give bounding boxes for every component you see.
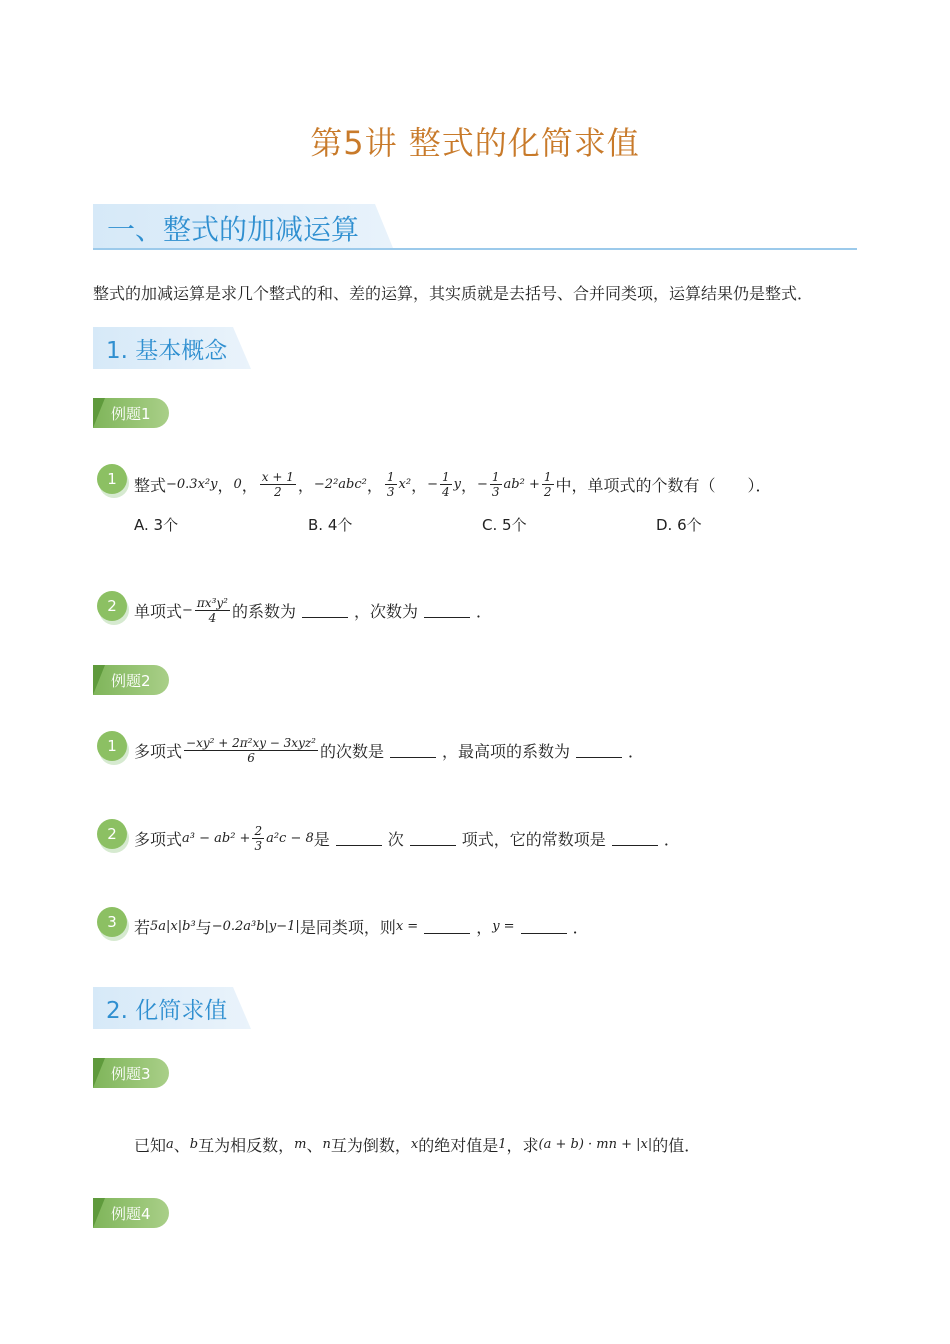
example-badge-4 [93, 1198, 169, 1228]
option-b[interactable]: B. 4个 [308, 516, 353, 534]
example-badge-1 [93, 398, 169, 428]
option-c[interactable]: C. 5个 [482, 516, 527, 534]
example-label: 例题2 [111, 672, 151, 690]
section-title: 一、整式的加减运算 [107, 213, 360, 246]
option-d[interactable]: D. 6个 [656, 516, 702, 534]
question-number: 2 [97, 591, 127, 621]
question-1-2: 单项式 − $\frac{\text{πx³y²}}{4}$ 的系数为 ，次数为 ． [134, 595, 493, 625]
subsection-title: 2. 化简求值 [106, 998, 228, 1024]
answer-blank[interactable] [612, 831, 658, 846]
question-1-1: 整式 −0.3x²y ， 0 ， $\frac{x + 1}{2}$ ， −2²abc² ， $\frac{1}{3}$ x² ， − $\frac{1}{4}$ y ， − $\frac{1}{3}$ ab² + $\frac{1}{2}$ 中，单项式的个数有（ ）． [134, 469, 772, 499]
question-number: 1 [97, 464, 127, 494]
answer-blank[interactable] [576, 743, 622, 758]
question-number: 2 [97, 819, 127, 849]
answer-blank[interactable] [424, 919, 470, 934]
answer-blank[interactable] [390, 743, 436, 758]
section-heading [93, 204, 857, 250]
example-label: 例题1 [111, 405, 151, 423]
answer-blank[interactable] [410, 831, 456, 846]
question-number: 3 [97, 907, 127, 937]
page-title: 第5讲 整式的化简求值 [310, 124, 640, 162]
question-3: 已知 a 、 b 互为相反数， m 、 n 互为倒数， x 的绝对值是 1 ，求 (a + b) · mn + |x| 的值． [134, 1135, 701, 1155]
example-label: 例题4 [111, 1205, 151, 1223]
answer-blank[interactable] [424, 603, 470, 618]
question-2-1: 多项式 $\frac{\text{−xy² + 2π²xy − 3xyz²}}{6}$ 的次数是 ，最高项的系数为 ． [134, 735, 645, 765]
intro-paragraph: 整式的加减运算是求几个整式的和、差的运算，其实质就是去括号、合并同类项，运算结果仍是整式． [93, 284, 814, 303]
subsection-heading-2 [93, 987, 251, 1029]
question-number: 1 [97, 731, 127, 761]
answer-blank[interactable] [521, 919, 567, 934]
option-a[interactable]: A. 3个 [134, 516, 179, 534]
example-badge-2 [93, 665, 169, 695]
question-2-2: 多项式 a³ − ab² + $\frac{2}{3}$ a²c − 8 是 次 项式，它的常数项是 ． [134, 823, 680, 853]
subsection-title: 1. 基本概念 [106, 338, 228, 364]
answer-blank[interactable] [336, 831, 382, 846]
question-2-3: 若 5a|x|b³ 与 −0.2a³b|y−1| 是同类项，则 x = ， y = ． [134, 917, 589, 937]
example-badge-3 [93, 1058, 169, 1088]
answer-blank[interactable] [302, 603, 348, 618]
subsection-heading-1 [93, 327, 251, 369]
example-label: 例题3 [111, 1065, 151, 1083]
